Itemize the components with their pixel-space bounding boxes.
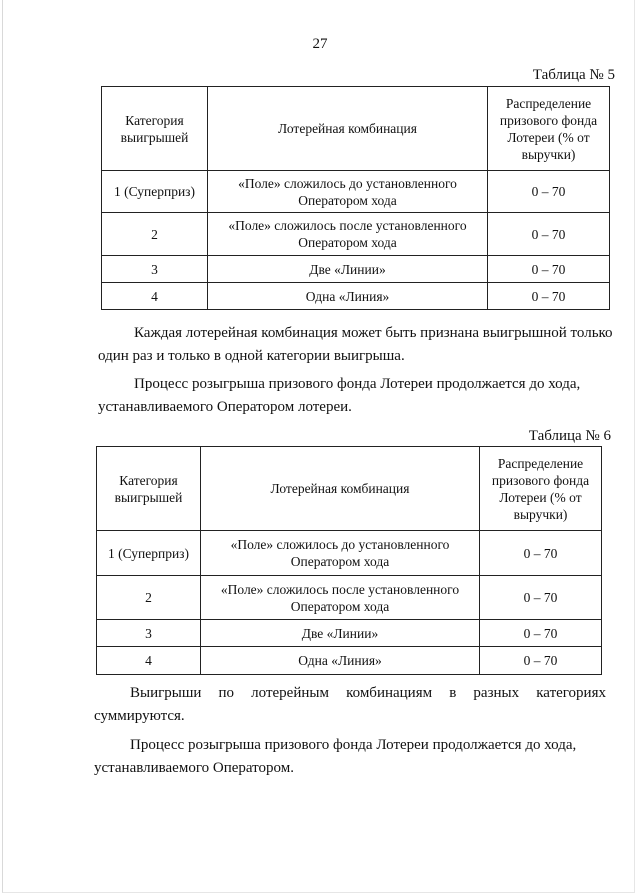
paragraph-line: один раз и только в одной категории выигрыша. <box>98 348 405 364</box>
word: по <box>218 685 235 701</box>
table-row <box>97 620 602 647</box>
header-combination: Лотерейная комбинация <box>201 447 480 531</box>
cell-distribution: 0 – 70 <box>480 647 602 675</box>
paragraph-line: суммируются. <box>94 708 185 724</box>
cell-combination: Две «Линии» <box>201 620 480 647</box>
cell-combination: Одна «Линия» <box>201 647 480 675</box>
cell-combination: «Поле» сложилось после установленного Оператором хода <box>201 576 480 620</box>
table-5 <box>101 86 610 310</box>
cell-distribution: 0 – 70 <box>480 620 602 647</box>
table-row <box>102 213 610 256</box>
paragraph-line: устанавливаемого Оператором лотереи. <box>98 399 352 415</box>
table-6 <box>96 446 602 675</box>
cell-distribution: 0 – 70 <box>480 576 602 620</box>
table-row <box>102 171 610 213</box>
page-number: 27 <box>312 36 328 52</box>
table-5-caption: Таблица № 5 <box>532 67 615 83</box>
table-row <box>97 576 602 620</box>
paragraph-line <box>94 682 606 705</box>
cell-category: 4 <box>102 283 208 310</box>
cell-combination: «Поле» сложилось после установленного Оператором хода <box>208 213 488 256</box>
cell-distribution: 0 – 70 <box>480 531 602 576</box>
table-row <box>102 283 610 310</box>
paragraph-line: Процесс розыгрыша призового фонда Лотереи продолжается до хода, <box>130 737 577 753</box>
cell-category: 1 (Суперприз) <box>102 171 208 213</box>
table-header-row <box>97 447 602 531</box>
cell-distribution: 0 – 70 <box>488 213 610 256</box>
word: лотерейным <box>251 685 329 701</box>
cell-category: 2 <box>102 213 208 256</box>
word: разных <box>473 685 520 701</box>
cell-distribution: 0 – 70 <box>488 283 610 310</box>
cell-combination: Одна «Линия» <box>208 283 488 310</box>
paragraph-winnings-summed <box>94 682 606 728</box>
word: Выигрыши <box>130 685 202 701</box>
header-category: Категория выигрышей <box>102 87 208 171</box>
paragraph-line: Процесс розыгрыша призового фонда Лотереи продолжается до хода, <box>134 376 581 392</box>
cell-combination: «Поле» сложилось до установленного Оператором хода <box>201 531 480 576</box>
header-category: Категория выигрышей <box>97 447 201 531</box>
table-row <box>97 647 602 675</box>
cell-distribution: 0 – 70 <box>488 171 610 213</box>
table-row <box>97 531 602 576</box>
paragraph-line: устанавливаемого Оператором. <box>94 760 294 776</box>
word: в <box>449 685 457 701</box>
word: категориях <box>536 685 606 701</box>
header-distribution: Распределение призового фонда Лотереи (% от выручки) <box>480 447 602 531</box>
word: комбинациям <box>346 685 433 701</box>
table-header-row <box>102 87 610 171</box>
table-row <box>102 256 610 283</box>
paragraph-draw-process <box>98 373 610 419</box>
cell-category: 4 <box>97 647 201 675</box>
paragraph-winning-combination <box>98 322 613 368</box>
table-6-caption: Таблица № 6 <box>528 428 611 444</box>
cell-combination: Две «Линии» <box>208 256 488 283</box>
paragraph-draw-process-operator <box>94 734 606 780</box>
header-distribution: Распределение призового фонда Лотереи (% от выручки) <box>488 87 610 171</box>
cell-category: 3 <box>102 256 208 283</box>
paragraph-line: Каждая лотерейная комбинация может быть признана выигрышной только <box>134 325 613 341</box>
cell-category: 2 <box>97 576 201 620</box>
cell-category: 3 <box>97 620 201 647</box>
cell-distribution: 0 – 70 <box>488 256 610 283</box>
cell-combination: «Поле» сложилось до установленного Оператором хода <box>208 171 488 213</box>
header-combination: Лотерейная комбинация <box>208 87 488 171</box>
cell-category: 1 (Суперприз) <box>97 531 201 576</box>
